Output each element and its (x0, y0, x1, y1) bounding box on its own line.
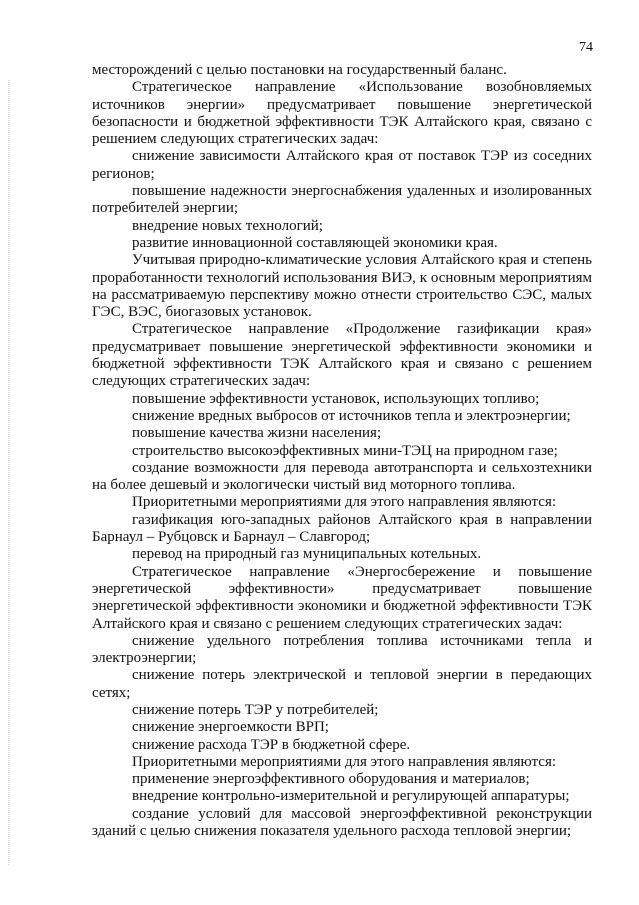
scan-margin-marks (8, 80, 10, 865)
paragraph: снижение удельного потребления топлива источниками тепла и электроэнергии; (92, 632, 592, 667)
paragraph: повышение качества жизни населения; (132, 425, 382, 442)
page-number: 74 (579, 40, 593, 55)
paragraph: снижение потерь электрической и тепловой энергии в передающих сетях; (92, 667, 592, 701)
paragraph: месторождений с целью постановки на государственный баланс. (92, 62, 507, 78)
paragraph: Учитывая природно-климатические условия Алтайского края и степень проработанности технологий использования ВИЭ, к основным мероприятиям на рассматриваемую перспективу можно отнести строительство СЭС, малых ГЭС, ВЭС, биогазовых установок. (92, 252, 592, 321)
paragraph: строительство высокоэффективных мини-ТЭЦ на природном газе; (132, 442, 558, 459)
paragraph: снижение энергоемкости ВРП; (132, 719, 329, 736)
paragraph: снижение вредных выбросов от источников тепла и электроэнергии; (132, 407, 571, 424)
paragraph: Стратегическое направление «Энергосбережение и повышение энергетической эффективности» предусматривает повышение энергетической эффективности экономики и бюджетной эффективности ТЭК Алтайского края и связано с решением следующих стратегических задач: (92, 563, 592, 632)
paragraph: снижение потерь ТЭР у потребителей; (132, 701, 379, 718)
paragraph: создание условий для массовой энергоэффективной реконструкции зданий с целью снижения показателя удельного расхода тепловой энергии; (92, 805, 592, 840)
paragraph: Стратегическое направление «Продолжение газификации края» предусматривает повышение энергетической эффективности экономики и бюджетной эффективности ТЭК Алтайского края и связано с решением следующих стратегических задач: (92, 321, 592, 390)
paragraph: повышение надежности энергоснабжения удаленных и изолированных потребителей энергии; (92, 183, 592, 217)
paragraph: внедрение контрольно-измерительной и регулирующей аппаратуры; (132, 788, 570, 805)
paragraph: применение энергоэффективного оборудования и материалов; (132, 771, 530, 788)
paragraph: Приоритетными мероприятиями для этого направления являются: (132, 753, 557, 770)
paragraph: внедрение новых технологий; (132, 217, 323, 234)
paragraph: Стратегическое направление «Использование возобновляемых источников энергии» предусматривает повышение энергетической безопасности и бюджетной эффективности ТЭК Алтайского края, связано с решением следующих стратегических задач: (92, 79, 592, 148)
paragraph: развитие инновационной составляющей экономики края. (132, 234, 498, 251)
paragraph: создание возможности для перевода автотранспорта и сельхозтехники на более дешевый и экологически чистый вид моторного топлива. (92, 459, 592, 494)
paragraph: снижение расхода ТЭР в бюджетной сфере. (132, 736, 411, 753)
paragraph: перевод на природный газ муниципальных котельных. (132, 546, 482, 563)
paragraph: снижение зависимости Алтайского края от поставок ТЭР из соседних регионов; (92, 148, 592, 182)
paragraph: повышение эффективности установок, использующих топливо; (132, 390, 540, 407)
paragraph: Приоритетными мероприятиями для этого направления являются: (132, 494, 557, 511)
document-body (92, 62, 592, 840)
paragraph: газификация юго-западных районов Алтайского края в направлении Барнаул – Рубцовск и Барнаул – Славгород; (92, 511, 592, 546)
